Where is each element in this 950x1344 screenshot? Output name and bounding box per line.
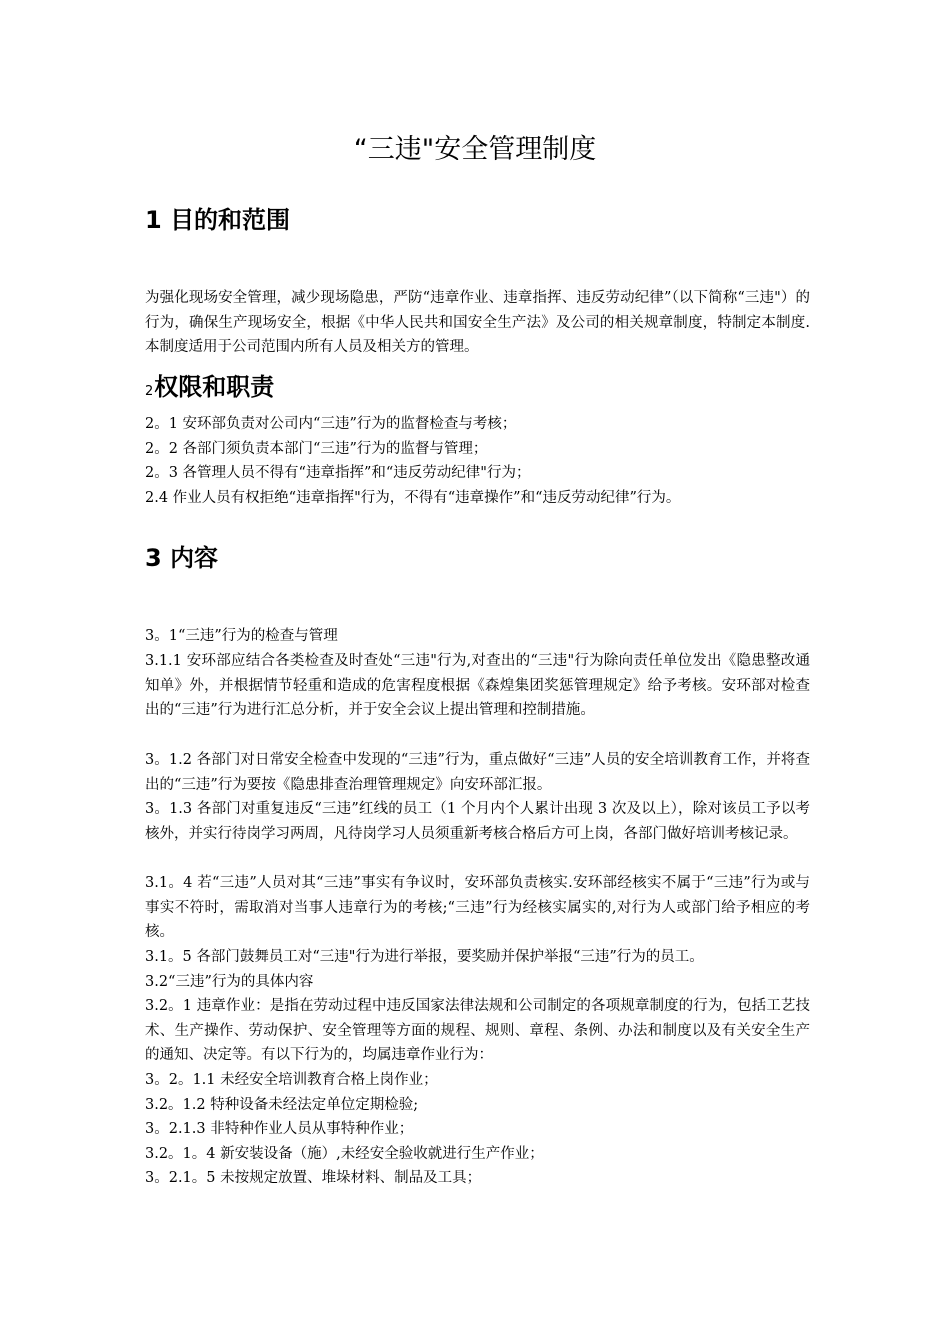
section-3-item: 3.1.1 安环部应结合各类检查及时查处“三违"行为,对查出的“三违"行为除向责任单位发出《隐患整改通知单》外，并根据情节轻重和造成的危害程度根据《森煌集团奖惩管理规定》给予考核。安环部对检查出的“三违”行为进行汇总分析，并于安全会议上提出管理和控制措施。 (145, 653, 810, 718)
section-1-title: 目的和范围 (170, 206, 291, 234)
section-3-title: 内容 (170, 544, 219, 572)
section-2-title: 权限和职责 (154, 373, 275, 401)
section-2-heading (145, 371, 274, 408)
section-3-item: 3.2。1.2 特种设备未经法定单位定期检验; (145, 1097, 419, 1113)
document-title: “三违"安全管理制度 (353, 134, 597, 165)
section-3-item: 3。2.1。5 未按规定放置、堆垛材料、制品及工具； (145, 1170, 482, 1186)
section-3-item: 3。2。1.1 未经安全培训教育合格上岗作业； (145, 1072, 438, 1088)
section-2-number: 2 (145, 384, 154, 399)
section-2-item: 2。2 各部门须负责本部门“三违”行为的监督与管理； (145, 441, 488, 457)
section-3-item: 3.1。5 各部门鼓舞员工对“三违"行为进行举报，要奖励并保护举报“三违”行为的员工。 (145, 949, 704, 965)
section-2-item: 2。3 各管理人员不得有“违章指挥”和“违反劳动纪律"行为； (145, 465, 531, 481)
section-3-item: 3.2“三违”行为的具体内容 (145, 974, 314, 990)
section-3-number: 3 (145, 544, 162, 572)
section-2-item: 2.4 作业人员有权拒绝“违章指挥"行为，不得有“违章操作”和“违反劳动纪律”行为。 (145, 490, 681, 506)
section-3-item: 3。1.3 各部门对重复违反“三违”红线的员工（1 个月内个人累计出现 3 次及以上），除对该员工予以考核外，并实行待岗学习两周，凡待岗学习人员须重新考核合格后方可上岗，各部门做好培训考核记录。 (145, 801, 810, 842)
section-3-item: 3.2。1 违章作业：是指在劳动过程中违反国家法律法规和公司制定的各项规章制度的行为，包括工艺技术、生产操作、劳动保护、安全管理等方面的规程、规则、章程、条例、办法和制度以及有关安全生产的通知、决定等。有以下行为的，均属违章作业行为： (145, 998, 810, 1063)
section-2-item: 2。1 安环部负责对公司内“三违”行为的监督检查与考核； (145, 416, 517, 432)
section-3-item: 3。1.2 各部门对日常安全检查中发现的“三违”行为，重点做好“三违”人员的安全培训教育工作，并将查出的“三违”行为要按《隐患排查治理管理规定》向安环部汇报。 (145, 752, 810, 793)
section-3-heading (145, 542, 218, 574)
section-3-item: 3。2.1.3 非特种作业人员从事特种作业； (145, 1121, 414, 1137)
section-3-item: 3.1。4 若“三违”人员对其“三违”事实有争议时，安环部负责核实.安环部经核实不属于“三违”行为或与事实不符时，需取消对当事人违章行为的考核;“三违”行为经核实属实的,对行为人或部门给予相应的考核。 (145, 875, 810, 940)
section-3-item: 3.2。1。4 新安装设备（施）,未经安全验收就进行生产作业； (145, 1146, 544, 1162)
section-1-heading (145, 204, 290, 236)
section-1-number: 1 (145, 206, 162, 234)
section-1-paragraph: 为强化现场安全管理，减少现场隐患，严防“违章作业、违章指挥、违反劳动纪律”（以下简称“三违"）的行为，确保生产现场安全，根据《中华人民共和国安全生产法》及公司的相关规章制度，特制定本制度.本制度适用于公司范围内所有人员及相关方的管理。 (145, 290, 810, 355)
section-3-item: 3。1“三违”行为的检查与管理 (145, 628, 338, 644)
